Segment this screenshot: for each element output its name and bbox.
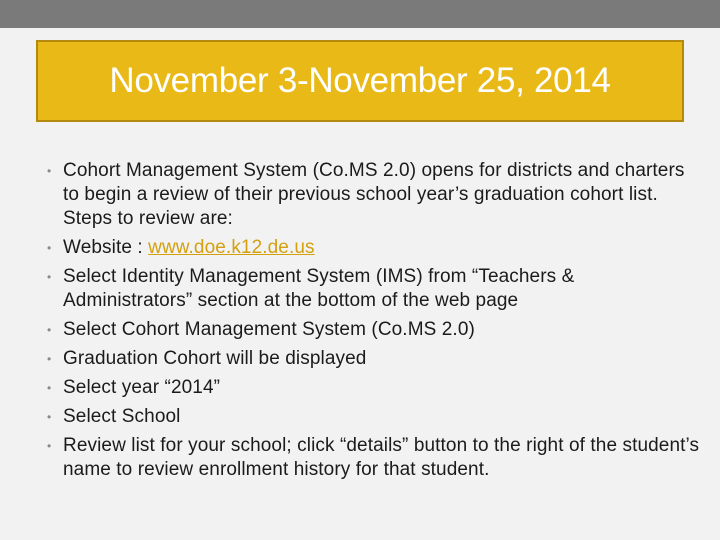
list-item-text: Select Identity Management System (IMS) from “Teachers & Administrators” section at the bottom of the web page [63,266,575,311]
bullet-icon: • [47,323,52,337]
list-item-text: Select year “2014” [63,377,221,398]
list-item-text: Review list for your school; click “details” button to the right of the student’s name to review enrollment history for that student. [63,435,700,480]
list-item [44,347,704,371]
bullet-list [44,159,704,482]
list-item [44,159,704,231]
list-item-text: Select Cohort Management System (Co.MS 2.0) [63,319,475,340]
list-item [44,434,704,482]
slide-title: November 3-November 25, 2014 [109,61,611,100]
list-item [44,376,704,400]
list-item [44,318,704,342]
bullet-icon: • [47,270,52,284]
bullet-icon: • [47,241,52,255]
list-item-text: Website : [63,237,149,258]
list-item-text: Cohort Management System (Co.MS 2.0) opens for districts and charters to begin a review of their previous school year’s graduation cohort list. Steps to review are: [63,160,685,229]
title-box [36,40,684,122]
list-item-text: Graduation Cohort will be displayed [63,348,367,369]
list-item [44,265,704,313]
list-item [44,236,704,260]
website-link[interactable]: www.doe.k12.de.us [148,237,315,258]
bullet-icon: • [47,439,52,453]
bullet-icon: • [47,352,52,366]
bullet-icon: • [47,164,52,178]
list-item-text: Select School [63,406,181,427]
top-bar [0,0,720,28]
bullet-icon: • [47,410,52,424]
list-item [44,405,704,429]
bullet-icon: • [47,381,52,395]
